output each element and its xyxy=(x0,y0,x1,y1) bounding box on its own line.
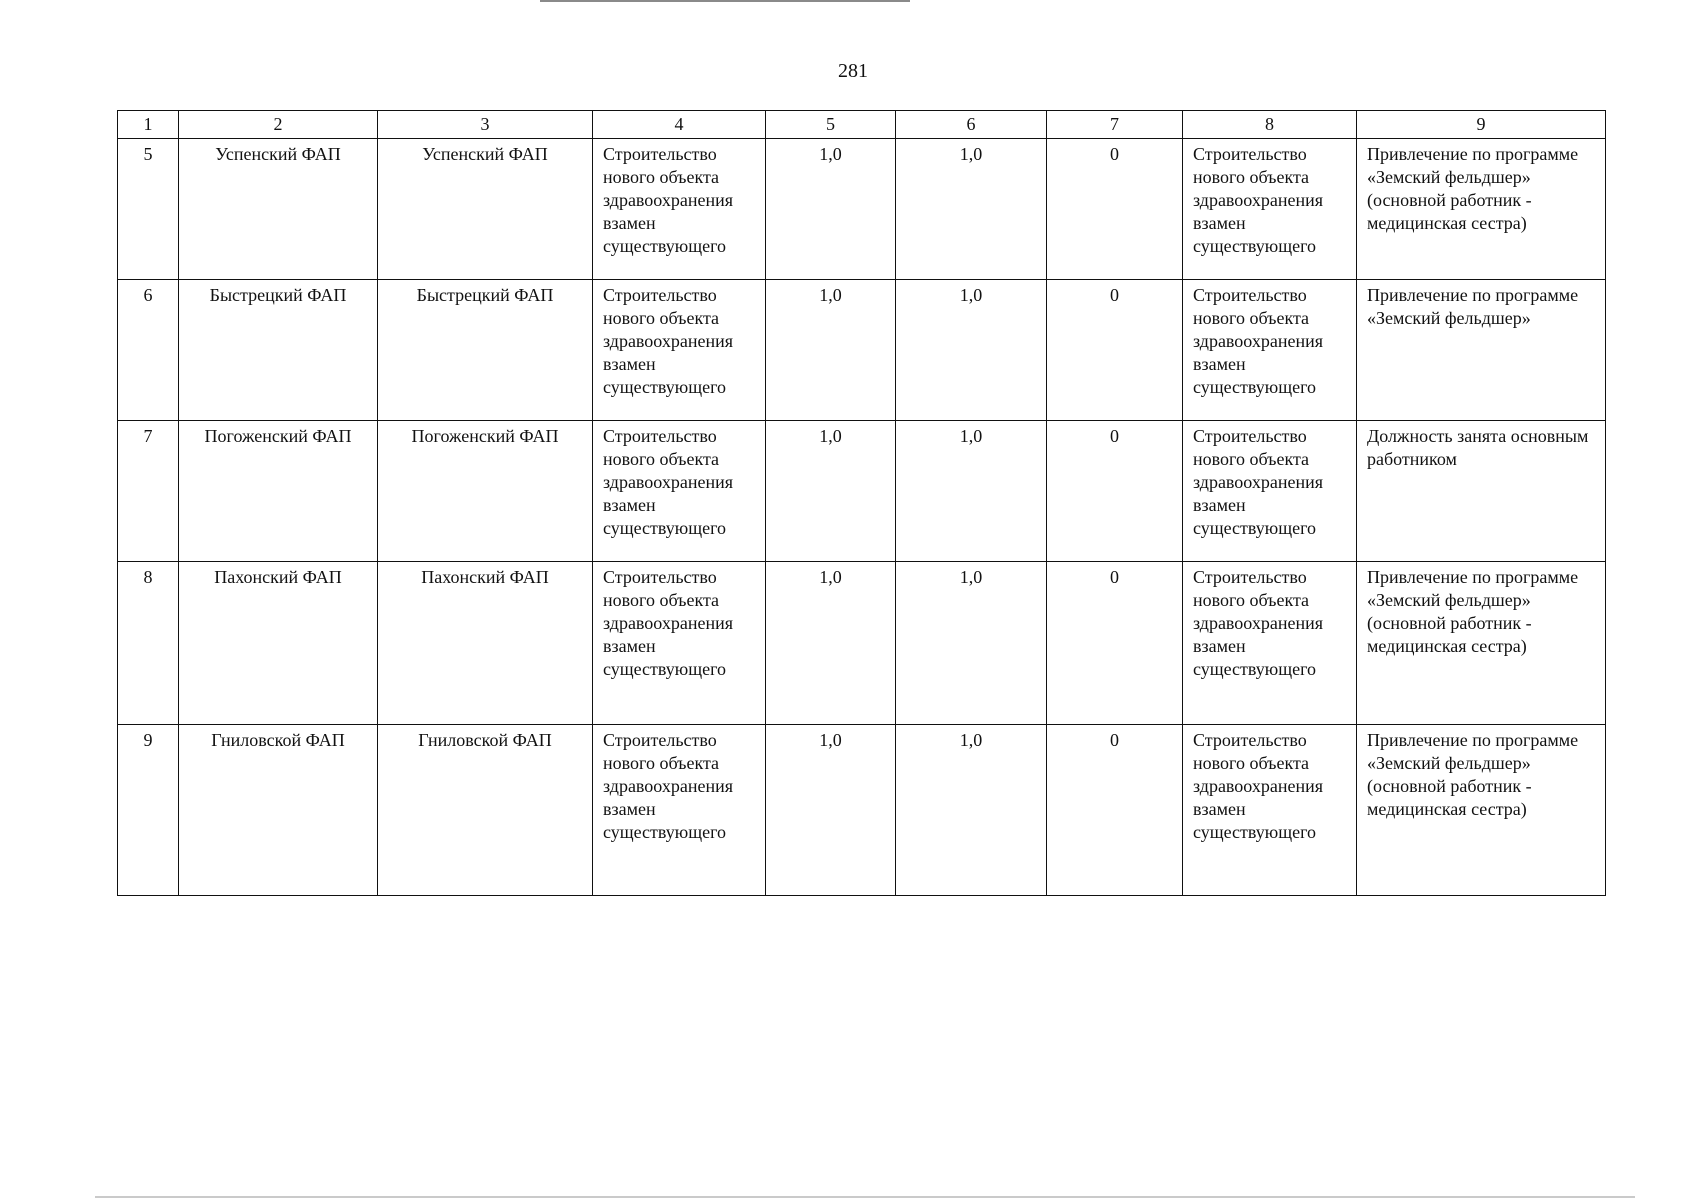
facility-name-cell: Погоженский ФАП xyxy=(179,421,378,562)
value-cell-5: 1,0 xyxy=(766,280,896,421)
row-number-cell: 6 xyxy=(118,280,179,421)
facility-object-cell: Погоженский ФАП xyxy=(378,421,593,562)
staffing-cell: Привлечение по программе «Земский фельдшер» xyxy=(1357,280,1606,421)
data-table xyxy=(117,110,1606,896)
scan-artifact-top xyxy=(540,0,910,2)
measure-cell: Строительство нового объекта здравоохранения взамен существующего xyxy=(593,421,766,562)
value-cell-6: 1,0 xyxy=(896,139,1047,280)
facility-name-cell: Гниловской ФАП xyxy=(179,725,378,896)
status-cell: Строительство нового объекта здравоохранения взамен существующего xyxy=(1183,421,1357,562)
table-row xyxy=(118,725,1606,896)
value-cell-7: 0 xyxy=(1047,280,1183,421)
facility-name-cell: Успенский ФАП xyxy=(179,139,378,280)
measure-cell: Строительство нового объекта здравоохранения взамен существующего xyxy=(593,280,766,421)
value-cell-5: 1,0 xyxy=(766,562,896,725)
table-row xyxy=(118,562,1606,725)
facility-object-cell: Быстрецкий ФАП xyxy=(378,280,593,421)
value-cell-6: 1,0 xyxy=(896,280,1047,421)
value-cell-6: 1,0 xyxy=(896,562,1047,725)
measure-cell: Строительство нового объекта здравоохранения взамен существующего xyxy=(593,725,766,896)
column-header: 5 xyxy=(766,111,896,139)
value-cell-5: 1,0 xyxy=(766,139,896,280)
staffing-cell: Должность занята основным работником xyxy=(1357,421,1606,562)
table-row xyxy=(118,280,1606,421)
staffing-cell: Привлечение по программе «Земский фельдшер» (основной работник - медицинская сестра) xyxy=(1357,725,1606,896)
value-cell-7: 0 xyxy=(1047,562,1183,725)
facility-object-cell: Успенский ФАП xyxy=(378,139,593,280)
facility-name-cell: Быстрецкий ФАП xyxy=(179,280,378,421)
status-cell: Строительство нового объекта здравоохранения взамен существующего xyxy=(1183,725,1357,896)
column-header: 8 xyxy=(1183,111,1357,139)
column-header: 7 xyxy=(1047,111,1183,139)
value-cell-7: 0 xyxy=(1047,139,1183,280)
measure-cell: Строительство нового объекта здравоохранения взамен существующего xyxy=(593,562,766,725)
status-cell: Строительство нового объекта здравоохранения взамен существующего xyxy=(1183,139,1357,280)
row-number-cell: 9 xyxy=(118,725,179,896)
measure-cell: Строительство нового объекта здравоохранения взамен существующего xyxy=(593,139,766,280)
row-number-cell: 8 xyxy=(118,562,179,725)
value-cell-6: 1,0 xyxy=(896,725,1047,896)
value-cell-7: 0 xyxy=(1047,421,1183,562)
facility-object-cell: Пахонский ФАП xyxy=(378,562,593,725)
facility-object-cell: Гниловской ФАП xyxy=(378,725,593,896)
column-header: 6 xyxy=(896,111,1047,139)
staffing-cell: Привлечение по программе «Земский фельдшер» (основной работник - медицинская сестра) xyxy=(1357,139,1606,280)
table-row xyxy=(118,421,1606,562)
page-number: 281 xyxy=(838,60,868,82)
table-row xyxy=(118,139,1606,280)
status-cell: Строительство нового объекта здравоохранения взамен существующего xyxy=(1183,562,1357,725)
column-header: 4 xyxy=(593,111,766,139)
value-cell-6: 1,0 xyxy=(896,421,1047,562)
facility-name-cell: Пахонский ФАП xyxy=(179,562,378,725)
row-number-cell: 5 xyxy=(118,139,179,280)
column-header: 1 xyxy=(118,111,179,139)
scan-artifact-bottom xyxy=(95,1196,1635,1198)
column-header: 9 xyxy=(1357,111,1606,139)
staffing-cell: Привлечение по программе «Земский фельдшер» (основной работник - медицинская сестра) xyxy=(1357,562,1606,725)
column-header: 2 xyxy=(179,111,378,139)
table-header-row xyxy=(118,111,1606,139)
value-cell-5: 1,0 xyxy=(766,725,896,896)
column-header: 3 xyxy=(378,111,593,139)
row-number-cell: 7 xyxy=(118,421,179,562)
value-cell-7: 0 xyxy=(1047,725,1183,896)
value-cell-5: 1,0 xyxy=(766,421,896,562)
status-cell: Строительство нового объекта здравоохранения взамен существующего xyxy=(1183,280,1357,421)
